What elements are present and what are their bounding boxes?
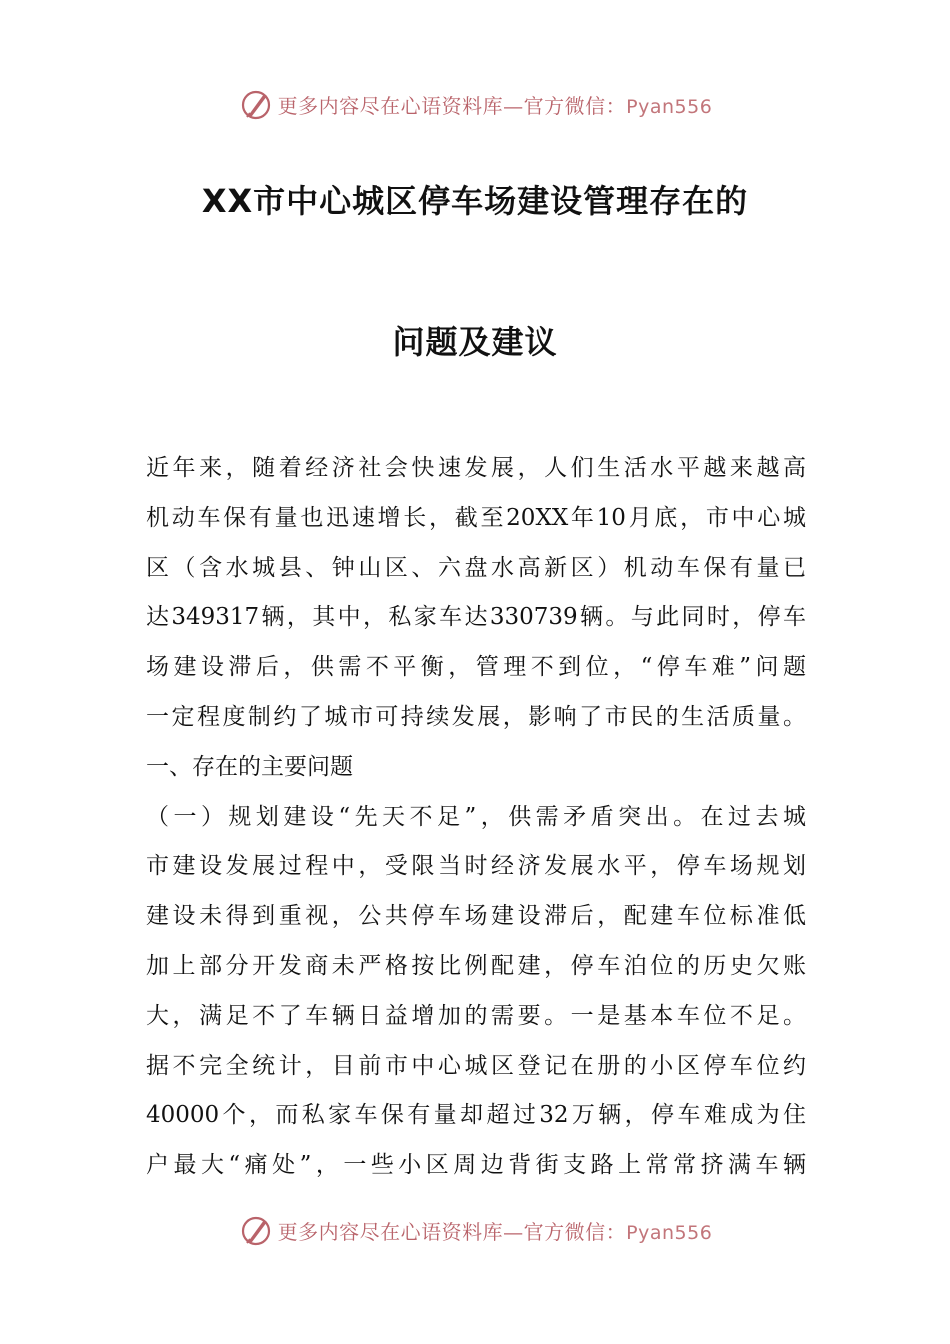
body-line: （一）规划建设“先天不足”，供需矛盾突出。在过去城: [146, 803, 806, 830]
body-line: 机动车保有量也迅速增长，截至20XX年10月底，市中心城: [146, 504, 806, 531]
watermark-banner-bottom: [0, 1210, 950, 1250]
section-heading: 一、存在的主要问题: [146, 753, 353, 780]
quill-logo-icon: [238, 86, 274, 122]
body-line: 达349317辆，其中，私家车达330739辆。与此同时，停车: [146, 604, 806, 631]
body-line: 加上部分开发商未严格按比例配建，停车泊位的历史欠账: [146, 952, 806, 979]
body-line: 区（含水城县、钟山区、六盘水高新区）机动车保有量已: [146, 554, 806, 581]
body-line: 场建设滞后，供需不平衡，管理不到位，“停车难”问题: [146, 654, 806, 681]
body-line: 40000个，而私家车保有量却超过32万辆，停车难成为住: [146, 1102, 806, 1129]
quill-logo-icon: [238, 1212, 274, 1248]
body-line: 一定程度制约了城市可持续发展，影响了市民的生活质量。: [146, 703, 806, 730]
watermark-contact: Pyan556: [626, 1221, 713, 1244]
watermark-contact: Pyan556: [626, 95, 713, 118]
body-line: 据不完全统计，目前市中心城区登记在册的小区停车位约: [146, 1052, 806, 1079]
watermark-text: 更多内容尽在心语资料库—官方微信：Pyan556: [277, 1219, 713, 1244]
document-title-line-2: 问题及建议: [392, 323, 558, 361]
body-line: 建设未得到重视，公共停车场建设滞后，配建车位标准低: [146, 903, 806, 930]
document-body: [146, 444, 806, 1191]
body-line: 市建设发展过程中，受限当时经济发展水平，停车场规划: [146, 853, 806, 880]
watermark-text: 更多内容尽在心语资料库—官方微信：Pyan556: [277, 93, 713, 118]
document-title-line-1: XX市中心城区停车场建设管理存在的: [201, 182, 749, 220]
body-line: 近年来，随着经济社会快速发展，人们生活水平越来越高: [146, 455, 806, 481]
watermark-banner-top: [0, 84, 950, 124]
body-line: 大，满足不了车辆日益增加的需要。一是基本车位不足。: [146, 1002, 806, 1029]
body-line: 户最大“痛处”，一些小区周边背街支路上常常挤满车辆: [146, 1152, 806, 1179]
